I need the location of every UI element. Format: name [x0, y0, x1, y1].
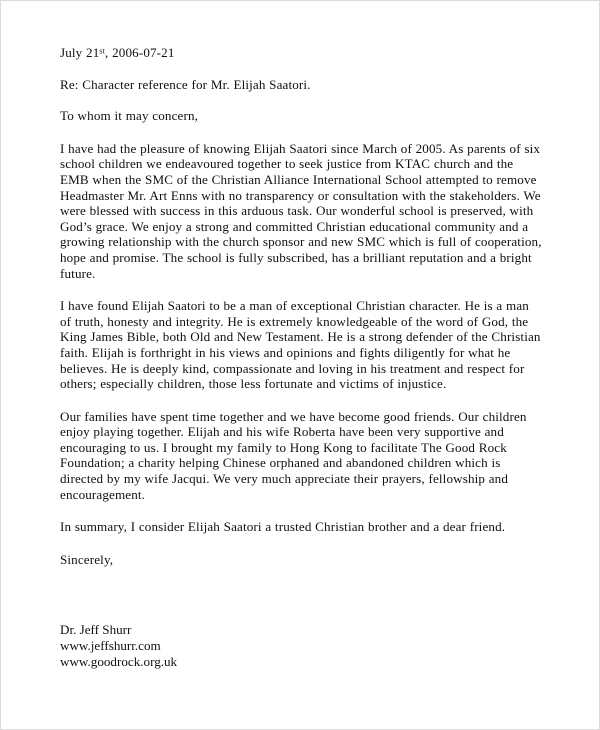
salutation: To whom it may concern,	[60, 108, 199, 124]
subject-line: Re: Character reference for Mr. Elijah Saatori.	[60, 76, 311, 92]
date-line	[60, 45, 542, 61]
signature-space	[60, 567, 542, 622]
summary-paragraph: In summary, I consider Elijah Saatori a trusted Christian brother and a dear friend.	[60, 519, 506, 535]
closing-line: Sincerely,	[60, 551, 114, 567]
body-paragraph-1: I have had the pleasure of knowing Elijah Saatori since March of 2005. As parents of six school children we endeavoured together to seek justice from KTAC church and the EMB when the SMC of the Christian Alliance International School attempted to remove Headmaster Mr. Art Enns with no transparency or consultation with the stakeholders. We were blessed with success in this arduous task. Our wonderful school is preserved, with God’s grace. We enjoy a strong and committed Christian educational community and a growing relationship with the church sponsor and new SMC which is full of cooperation, hope and promise. The school is fully subscribed, has a brilliant reputation and a bright future.	[60, 140, 542, 281]
signature-name: Dr. Jeff Shurr	[60, 622, 132, 638]
date-month-day: July 21	[60, 45, 100, 60]
letter-body	[60, 45, 542, 669]
signature-block	[60, 622, 542, 669]
signature-website-organization: www.goodrock.org.uk	[60, 653, 178, 669]
date-iso: , 2006-07-21	[105, 45, 175, 60]
body-paragraph-2: I have found Elijah Saatori to be a man of exceptional Christian character. He is a man of truth, honesty and integrity. He is extremely knowledgeable of the word of God, the King James Bible, both Old and New Testament. He is a strong defender of the Christian faith. Elijah is forthright in his views and opinions and fights diligently for what he believes. He is deeply kind, compassionate and loving in his treatment and respect for others; especially children, those less fortunate and victims of injustice.	[60, 298, 541, 392]
signature-website-personal: www.jeffshurr.com	[60, 638, 161, 654]
body-paragraph-3: Our families have spent time together and we have become good friends. Our children enjoy playing together. Elijah and his wife Roberta have been very supportive and encouraging to us. I brought my family to Hong Kong to facilitate The Good Rock Foundation; a charity helping Chinese orphaned and abandoned children which is directed by my wife Jacqui. We very much appreciate their prayers, fellowship and encouragement.	[60, 408, 527, 502]
date-ordinal-suffix: st	[99, 46, 106, 56]
